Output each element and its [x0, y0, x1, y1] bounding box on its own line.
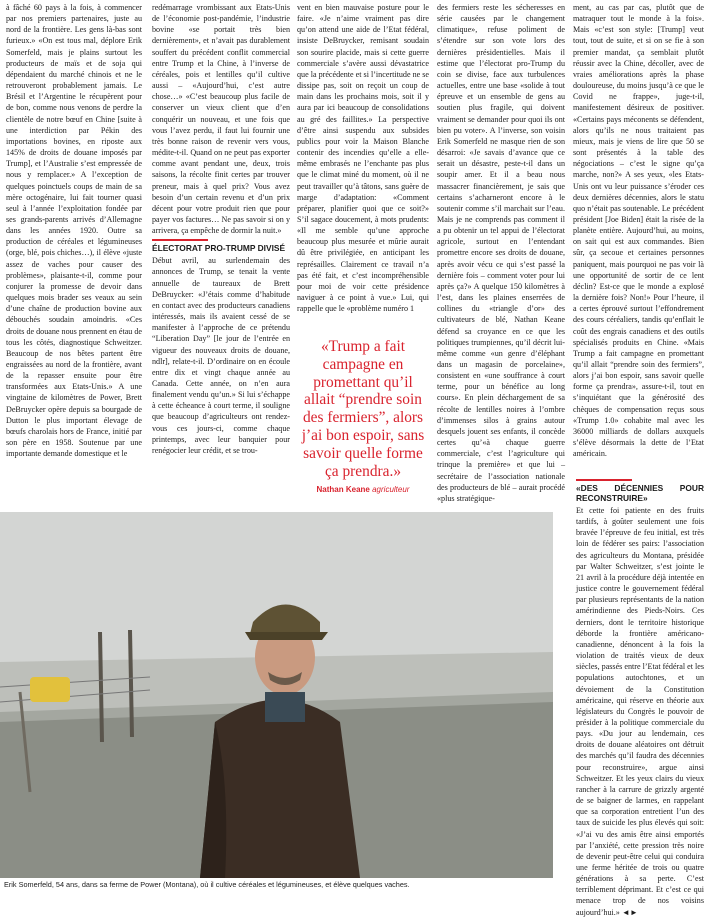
column-4-text: des fermiers reste les sécheresses en série causées par le changement climatique», refuse poliment de s’étendre sur son vote lors des dernières présidentielles. Mais il estime que l’électorat pro-Trump du coin se divise, face aux turbulences actuelles, entre une base «solide à tout épreuve et un ensemble de gens au soutien plus fragile, qui doivent vraiment se demander pour quoi ils ont bien pu voter». A l’inverse, son voisin Erik Somerfeld ne masque rien de son désarroi: «Je savais d’avance que ce serait un désastre, peste-t-il dans un soupir amer. Et il a beau nous massacrer financièrement, je sais que certains s’acharneront encore à le soutenir comme s’il marchait sur l’eau. Mais je ne comprends pas comment il a pu obtenir un tel appui de l’électorat agricole, surtout en l’entendant promettre encore ses droits de douane, après avoir vécu ce qui s’est passé la dernière fois – comment voter pour lui après ça?» A quelque 150 kilomètres à l’est, dans les plaines enserrées de collines du «triangle d’or» des cultivateurs de blé, Nathan Keane défend sa croyance en ce que les politiques trumpiennes, qu’il décrit lui-même comme «un genre d’éléphant dans un magasin de porcelaine», consistent en «une souffrance à court terme, pour un bénéfice au long cours». En plein déchargement de sa récolte de lentilles noires à l’ombre d’immenses silos à grains autour desquels jouent ses enfants, il concède certes qu’«à chaque guerre commerciale, c’est l’agriculture qui trinque la première» et que lui – secrétaire de l’association nationale des producteurs de blé – aurait procédé «plus stratégique- — [437, 3, 565, 503]
subhead-decennies-text: «DES DÉCENNIES POUR RECONSTRUIRE» — [576, 483, 704, 503]
column-2-text-b: Début avril, au surlendemain des annonces de Trump, se tenait la vente annuelle de taureaux de Brett DeBruycker: «J’étais comme d’habitude en contact avec des producteurs canadiens intéressés, mais ils avaient cessé de se manifester à l’approche de ce prétendu “Liberation Day” [le jour de l’entrée en vigueur des nouveaux droits de douane, ndlr], relate-t-il. D’ordinaire on en écoule entre dix et vingt chaque année au Canada. Cette année, on n’en aura finalement vendu qu’un.» Si lui s’échappe à cette écheance à court terme, il souligne que beaucoup d’agriculteurs ont rendez-vous ces jours-ci, comme chaque printemps, avec leur banquier pour renégocier leur crédit, et se trou- — [152, 256, 290, 455]
subhead-electorat — [152, 239, 290, 253]
article-column-4 — [437, 2, 565, 503]
photo-caption: Erik Somerfeld, 54 ans, dans sa ferme de Power (Montana), où il cultive céréales et légumineuses, et élève quelques vaches. — [4, 880, 410, 889]
column-1-text: à fâché 60 pays à la fois, à commencer par nos premiers partenaires, juste au nord de la frontière. Les gens là-bas sont furieux.» «On est tous mal, déplore Erik Somerfeld, mais je plains surtout les producteurs de maïs et de soja qui dépendaient du marché chinois et ne le retrouveront probablement jamais. Le Brésil et l’Argentine le récupèrent pour de bon, comme nous venons de perdre la clientèle de notre bœuf en Chine [suite à une interdiction par Pékin des importations bovines, en riposte aux 145% de droits de douane imposés par Trump], et l’Australie s’est empressée de nous y remplacer.» A l’exception de quelques poinctuels coups de main de sa mère octogénaire, lui fait tourner quasi seul à l’année l’exploitation fondée par ses grands-parents arrivés d’Allemagne dans les années 1920. Outre sa production de céréales et légumineuses (orge, blé, pois chiches…), il élève «juste assez de vaches pour causer des problèmes», plaisante-t-il, comme pour conjurer la promesse de devoir dans quelques mois brader ses veaux au sein d’une chaîne de production bovine aux débouchés soudain amoindris. «Ces droits de douane nous prennent en étau de tous les côtés, diagnostique Schweitzer. Beaucoup de nos bêtes partent être engraissées au nord de la frontière, avant de la repasser ensuite pour être transformées aux Etats-Unis.» A une vingtaine de kilomètres de Power, Brett DeBruycker opère depuis sa bourgade de Dutton le plus important élevage de bœufs charolais hors de France, initié par son père en 1958. Soutenue par une importante demande domestique et le — [6, 3, 142, 459]
pull-quote-author: Nathan Keane — [316, 485, 370, 495]
article-column-2 — [152, 2, 290, 498]
farmer-photo — [0, 512, 553, 878]
column-3-text: vent en bien mauvaise posture pour le faire. «Je n’aime vraiment pas dire qu’on attend une aide de l’Etat fédéral, insiste DeBruycker, remisant soudain son sourire placide, mais si cette guerre commerciale s’avère aussi dévastatrice que la précédente et si l’incertitude ne se dissipe pas, soit on reçoit un coup de main dans les prochains mois, soit il y aura par ici beaucoup de consolidations au gré des faillites.» La perspective d’être ainsi suspendu aux subsides publics pour voir la Maison Blanche contenir des incendies qu’elle a elle-même embrasés ne l’enchante pas plus que le climat miné du moment, où il ne peut travailler qu’à tâtons, sans guère de marge d’adaptation: «Comment préparer, planifier quoi que ce soit?» S’il sagace doucement, à mots prudents: «Il me semble qu’une approche beaucoup plus mesurée et mûrie aurait dû être privilégiée, en anticipant les représailles. Clairement ce travail n’a pas été fait, et c’est incompréhensible pour moi de voir cette présidence naviguer à ce point à vue.» Lui, qui rappelle que le «problème numéro 1 — [297, 3, 429, 314]
pull-quote — [297, 338, 429, 495]
pull-quote-role: agriculteur — [372, 485, 410, 495]
column-6-text — [576, 505, 704, 918]
column-6-body: Et cette foi patiente en des fruits tardifs, à goûter seulement une fois bravée l’épreuve de feu initial, est très loin de fédérer ses pairs: l’association des agriculteurs du Montana, présidée par Walter Schweitzer, s’est jointe le 21 avril à la procédure déjà intentée en justice contre le gouvernement fédéral par plusieurs représentants de la nation amérindienne des Pieds-Noirs. Ces derniers, dont le territoire historique déborde la frontière américano-canadienne, dénoncent à la fois la violation de traités vieux de deux siècles, passés entre l’Etat fédéral et les populations autochtones, et un dévoiement de la Constitution américaine, qui réserve en théorie aux législateurs du Congrès le pouvoir de présider à la politique commerciale du pays. «Du jour au lendemain, ces droits de douane aléatoires ont détruit des marchés qu’il faudra des décennies pour reconstruire», argue ainsi Schweitzer. Et les yeux clairs du vieux rancher à la carrure de grizzly argenté de se baigner de larmes, en rappelant que sa corporation entretient l’un des taux de suicide les plus élevés qui soit: «J’ai vu des amis être ainsi emportés par l’anxiété, cette pression très noire de devenir peut-être celui qui conduira une ferme héritée de trois ou quatre générations à sa perte. C’est terriblement déprimant. Et c’est ce qui menace trop de nos voisins aujourd’hui.» — [576, 506, 704, 917]
column-5-text: ment, au cas par cas, plutôt que de matraquer tout le monde à la fois». Mais «c’est son style: [Trump] veut tout, tout de suite, et si on se fie à son premier mandat, ça semblait plutôt réussir avec la Chine, décoller, avec de vraies améliorations après la phase douloureuse, du moins jusqu’à ce que le Covid ne frappe», juge-t-il, manifestement désireux de positiver. «Certains pays méconents se défendent, alors qu’ils ne nous traitaient pas mieux, mais je viens de lire que 50 se sont présentés à la table des négociations – c’est le signe qu’ça marche, non?» A ses yeux, «les Etats-Unis ont vu leur puissance s’éroder ces deux dernières décennies, alors le statu quo n’était pas soutenable. Le précédent président [Joe Biden] était la risée de la planète entière. Aujourd’hui, au moins, on sait qui est aux commandes. Bien sûr, ça secoue et certaines personnes paniquent, mais pourquoi ne pas voir là une opportunité de sortir de ce lent déclin? Est-ce que le monde a explosé la dernière fois? Non!» Pour l’heure, il a certes éprouvé surtout l’effondrement des cours céréaliers, tandis qu’enflait le coût des engrais canadiens et des outils spécialisés produits en Chine. «Mais Trump a fait campagne en promettant qu’il allait “prendre soin des fermiers”, alors j’ai bon espoir, sans savoir quelle forme ça prendra», assure-t-il, tout en s’inquiétant que la générosité des chèques de compensation reçus sous «Trump 1.0» cohabite mal avec les 36000 milliards de dollars auxquels s’élève désormais la dette de l’Etat américain. — [573, 3, 704, 459]
column-2-text-a: redémarrage vrombissant aux Etats-Unis de l’économie post-pandémie, l’industrie bovine «se portait très bien dernièrement», et n’avait pas durablement souffert du précédent conflit commercial entre Trump et la Chine, à l’inverse de céréales, pois et lentilles qu’il cultive aussi – «Aujourd’hui, c’est autre chose…» «C’est beaucoup plus facile de conserver un vieux client que d’en conquérir un nouveau, et une fois que vous l’avez perdu, il faut lui fournir une très bonne raison de revenir vers vous, médite-t-il. Quand on ne peut pas exporter comme avant pendant une, deux, trois saisons, la récolte finit certes par trouver preneur, mais à quel prix? Vous avez besoin d’un certain revenu et d’un prix décent pour votre produit rien que pour payer vos factures… Ne pas savoir si on y arrivera, ça empêche de dormir la nuit.» — [152, 3, 290, 236]
subhead-rule — [152, 239, 208, 241]
article-column-5 — [573, 2, 704, 459]
pull-quote-source — [297, 485, 429, 495]
subhead-rule-2 — [576, 479, 632, 481]
subhead-electorat-text: ÉLECTORAT PRO-TRUMP DIVISÉ — [152, 243, 286, 254]
article-column-1 — [6, 2, 142, 498]
pull-quote-text: «Trump a fait campagne en promettant qu’il allait “prendre soin des fermiers”, alors j’ai bon espoir, sans savoir quelle forme ça prendra.» — [301, 338, 425, 480]
article-column-6 — [576, 476, 704, 917]
article-column-3 — [297, 2, 429, 320]
farmer-photo-illustration — [0, 512, 553, 878]
end-mark: ◄► — [621, 907, 638, 917]
subhead-decennies — [576, 479, 704, 503]
